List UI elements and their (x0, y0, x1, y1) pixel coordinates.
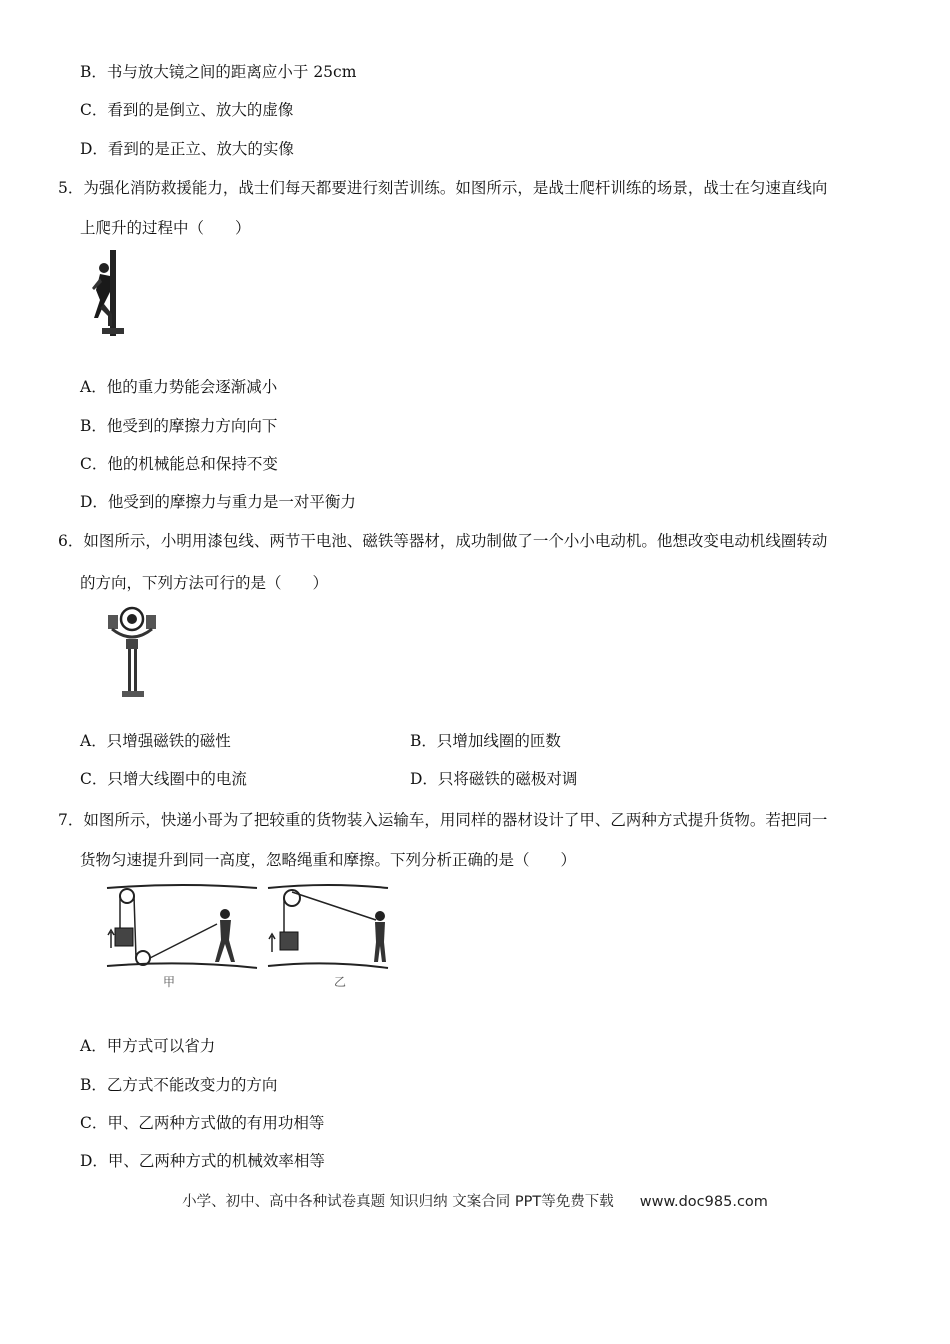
q4-option-d: D．看到的是正立、放大的实像 (80, 140, 294, 158)
q7-option-b: B．乙方式不能改变力的方向 (80, 1076, 278, 1094)
q5-option-c: C．他的机械能总和保持不变 (80, 455, 278, 473)
fig-label-yi: 乙 (334, 975, 347, 989)
q7-option-d: D．甲、乙两种方式的机械效率相等 (80, 1152, 325, 1170)
q6-stem-line2: 的方向，下列方法可行的是（ ） (80, 574, 329, 592)
q5-stem-line1: 5．为强化消防救援能力，战士们每天都要进行刻苦训练。如图所示，是战士爬杆训练的场景，战士在匀速直线向 (58, 179, 828, 197)
q7-stem-line2: 货物匀速提升到同一高度，忽略绳重和摩擦。下列分析正确的是（ ） (80, 851, 577, 869)
q7-stem-line1: 7．如图所示，快递小哥为了把较重的货物装入运输车，用同样的器材设计了甲、乙两种方式提升货物。若把同一 (58, 811, 828, 829)
motor-figure (100, 605, 165, 700)
page-footer (0, 1190, 950, 1211)
q5-option-b: B．他受到的摩擦力方向向下 (80, 417, 278, 435)
q5-option-d: D．他受到的摩擦力与重力是一对平衡力 (80, 493, 356, 511)
q4-option-b: B．书与放大镜之间的距离应小于 25cm (80, 63, 357, 81)
q5-stem-line2: 上爬升的过程中（ ） (80, 219, 251, 237)
q6-option-c: C．只增大线圈中的电流 (80, 770, 247, 788)
q7-option-a: A．甲方式可以省力 (80, 1037, 216, 1055)
q5-option-a: A．他的重力势能会逐渐减小 (80, 378, 278, 396)
fig-label-jia: 甲 (163, 975, 176, 989)
q7-option-c: C．甲、乙两种方式做的有用功相等 (80, 1114, 325, 1132)
pulley-diagram-jia (105, 882, 260, 992)
pole-climbing-figure (82, 248, 132, 338)
q6-stem-line1: 6．如图所示，小明用漆包线、两节干电池、磁铁等器材，成功制做了一个小小电动机。他想改变电动机线圈转动 (58, 532, 828, 550)
footer-site-link[interactable]: www.doc985.com (639, 1194, 768, 1210)
footer-text: 小学、初中、高中各种试卷真题 知识归纳 文案合同 PPT等免费下载 (182, 1194, 614, 1210)
q6-option-d: D．只将磁铁的磁极对调 (410, 770, 578, 788)
q4-option-c: C．看到的是倒立、放大的虚像 (80, 101, 294, 119)
q6-option-b: B．只增加线圈的匝数 (410, 732, 561, 750)
pulley-diagram-yi (266, 882, 391, 992)
q6-option-a: A．只增强磁铁的磁性 (80, 732, 231, 750)
